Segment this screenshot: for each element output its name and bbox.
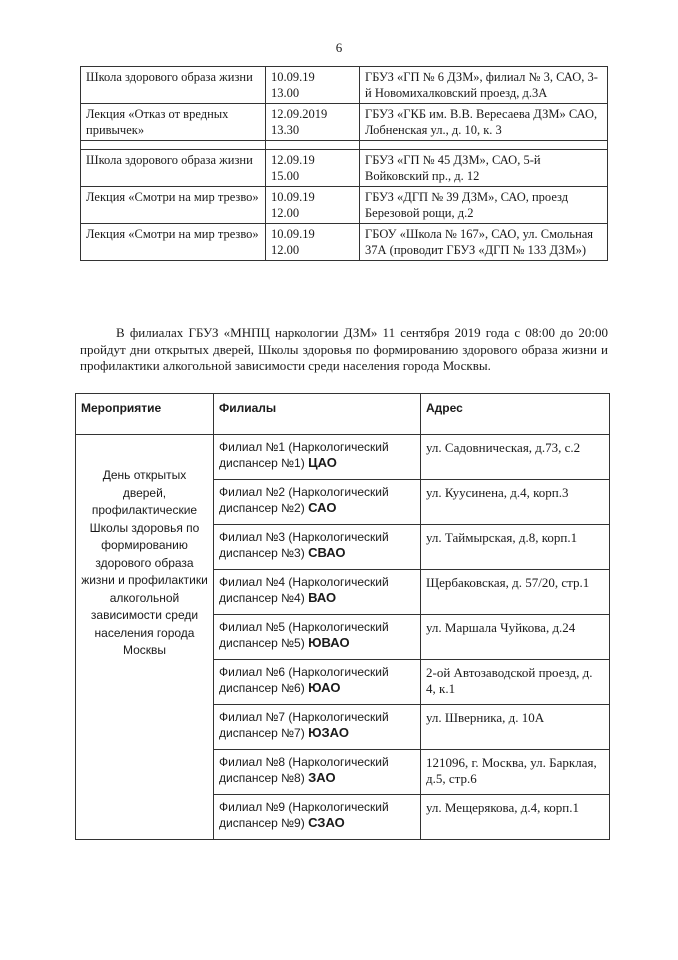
table-row [81,224,608,261]
branch-cell [214,525,421,570]
table-row [81,104,608,141]
table-row [81,67,608,104]
district: ВАО [308,590,337,605]
district: ЮАО [308,680,341,695]
branch-name: Филиал №5 (Наркологический диспансер №5) [219,620,389,650]
branch-cell [214,660,421,705]
branch-cell [214,615,421,660]
header-event: Мероприятие [76,394,214,435]
branch-name: Филиал №7 (Наркологический диспансер №7) [219,710,389,740]
branch-name: Филиал №1 (Наркологический диспансер №1) [219,440,389,470]
address-cell: 121096, г. Москва, ул. Барклая, д.5, стр.6 [421,750,610,795]
district: ЮЗАО [308,725,349,740]
time: 13.30 [271,123,300,137]
branch-cell [214,570,421,615]
branch-name: Филиал №9 (Наркологический диспансер №9) [219,800,389,830]
district: ЗАО [308,770,336,785]
branch-name: Филиал №8 (Наркологический диспансер №8) [219,755,389,785]
events-table [80,66,608,261]
table-row [81,187,608,224]
date: 10.09.19 [271,227,315,241]
datetime-cell [266,67,360,104]
event-description: День открытых дверей, профилактические Школы здоровья по формированию здорового образа жизни и профилактики алкогольной зависимости среди населения города Москвы [76,435,214,840]
date: 10.09.19 [271,70,315,84]
place-cell: ГБУЗ «ГП № 45 ДЗМ», САО, 5-й Войковский пр., д. 12 [360,150,608,187]
event-cell: Лекция «Смотри на мир трезво» [81,224,266,261]
time: 12.00 [271,243,300,257]
page-number: 6 [335,40,343,55]
branch-cell [214,435,421,480]
datetime-cell [266,150,360,187]
time: 15.00 [271,169,300,183]
table-header-row [76,394,610,435]
address-cell: ул. Шверника, д. 10А [421,705,610,750]
branch-cell [214,795,421,840]
event-cell: Школа здорового образа жизни [81,150,266,187]
table-row [81,150,608,187]
branch-name: Филиал №3 (Наркологический диспансер №3) [219,530,389,560]
datetime-cell [266,104,360,141]
date: 12.09.2019 [271,107,328,121]
header-address: Адрес [421,394,610,435]
branches-table [75,393,610,840]
date: 12.09.19 [271,153,315,167]
place-cell: ГБУЗ «ДГП № 39 ДЗМ», САО, проезд Березовой рощи, д.2 [360,187,608,224]
address-cell: ул. Маршала Чуйкова, д.24 [421,615,610,660]
district: ЮВАО [308,635,350,650]
address-cell: ул. Садовническая, д.73, с.2 [421,435,610,480]
district: САО [308,500,337,515]
address-cell: Щербаковская, д. 57/20, стр.1 [421,570,610,615]
district: СВАО [308,545,346,560]
address-cell: ул. Таймырская, д.8, корп.1 [421,525,610,570]
branch-cell [214,480,421,525]
branch-cell [214,705,421,750]
district: СЗАО [308,815,345,830]
table-gap [81,141,608,150]
time: 13.00 [271,86,300,100]
place-cell: ГБОУ «Школа № 167», САО, ул. Смольная 37А (проводит ГБУЗ «ДГП № 133 ДЗМ») [360,224,608,261]
branch-name: Филиал №4 (Наркологический диспансер №4) [219,575,389,605]
header-branches: Филиалы [214,394,421,435]
branch-name: Филиал №6 (Наркологический диспансер №6) [219,665,389,695]
time: 12.00 [271,206,300,220]
event-cell: Лекция «Отказ от вредных привычек» [81,104,266,141]
branch-name: Филиал №2 (Наркологический диспансер №2) [219,485,389,515]
datetime-cell [266,187,360,224]
datetime-cell [266,224,360,261]
district: ЦАО [308,455,337,470]
event-cell: Лекция «Смотри на мир трезво» [81,187,266,224]
branch-cell [214,750,421,795]
address-cell: 2-ой Автозаводской проезд, д. 4, к.1 [421,660,610,705]
event-cell: Школа здорового образа жизни [81,67,266,104]
place-cell: ГБУЗ «ГП № 6 ДЗМ», филиал № 3, САО, 3-й Новомихалковский проезд, д.3А [360,67,608,104]
address-cell: ул. Куусинена, д.4, корп.3 [421,480,610,525]
address-cell: ул. Мещерякова, д.4, корп.1 [421,795,610,840]
place-cell: ГБУЗ «ГКБ им. В.В. Вересаева ДЗМ» САО, Лобненская ул., д. 10, к. 3 [360,104,608,141]
intro-paragraph: В филиалах ГБУЗ «МНПЦ наркологии ДЗМ» 11 сентября 2019 года с 08:00 до 20:00 пройдут дни открытых дверей, Школы здоровья по формированию здорового образа жизни и профилактики алкогольной зависимости среди населения города Москвы. [80,325,608,373]
date: 10.09.19 [271,190,315,204]
table-row [76,435,610,480]
